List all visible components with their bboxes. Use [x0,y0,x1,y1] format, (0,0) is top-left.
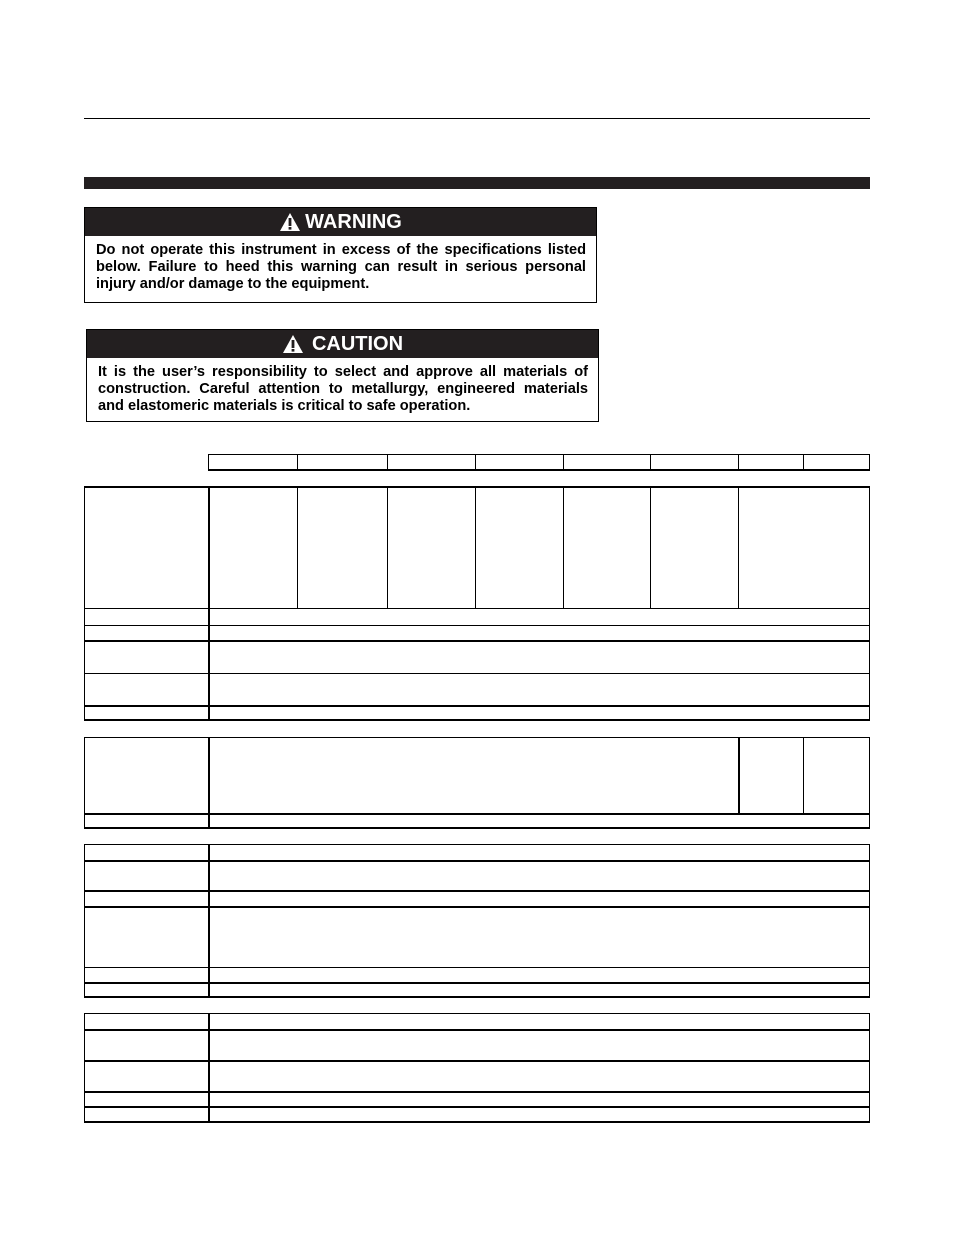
table-rule [738,486,739,608]
table-rule [297,454,298,471]
table-rule [84,640,870,642]
warning-text: Do not operate this instrument in excess of the specifications listed below. Failure to heed this warning can result in serious personal injury and/or damage to the equipment. [96,242,586,292]
table-rule [84,890,870,892]
table-rule [563,486,564,608]
table-rule [84,813,870,815]
table-rule [208,1013,210,1123]
table-rule [650,454,651,471]
table-rule [869,1013,870,1123]
table-rule [84,906,870,908]
table-rule [84,719,870,721]
table-rule [297,486,298,608]
table-rule [208,486,210,721]
table-rule [84,486,85,721]
table-rule [84,1013,85,1123]
table-rule [869,454,870,471]
table-rule [208,469,870,471]
table-rule [84,1106,870,1108]
table-rule [84,982,870,984]
table-rule [208,844,210,998]
table-rule [208,454,209,471]
table-rule [387,486,388,608]
table-rule [738,454,739,471]
table-rule [738,737,740,814]
table-rule [84,1060,870,1062]
warning-title: WARNING [305,210,402,233]
table-rule [869,737,870,829]
table-rule [475,454,476,471]
table-rule [84,827,870,829]
table-rule [84,860,870,862]
table-rule [84,1029,870,1031]
table-rule [84,705,870,707]
table-rule [84,1121,870,1123]
table-rule [803,454,804,471]
table-rule [650,486,651,608]
table-rule [869,486,870,721]
table-rule [84,737,85,829]
table-rule [387,454,388,471]
table-rule [84,996,870,998]
table-rule [84,625,870,626]
caution-title: CAUTION [311,332,404,355]
table-rule [84,967,870,968]
table-rule [84,844,870,845]
table-rule [803,737,804,814]
caution-text: It is the user’s responsibility to select and approve all materials of construction. Careful attention to metallurgy, engineered materials and elastomeric materials is critical to safe operation. [98,364,588,414]
table-rule [84,1091,870,1093]
table-rule [208,737,210,829]
table-rule [84,737,870,738]
table-rule [84,486,870,488]
table-rule [563,454,564,471]
table-rule [84,1013,870,1014]
table-rule [84,673,870,674]
table-rule [475,486,476,608]
table-rule [84,844,85,998]
table-rule [208,454,870,455]
table-rule [84,608,870,609]
table-rule [869,844,870,998]
